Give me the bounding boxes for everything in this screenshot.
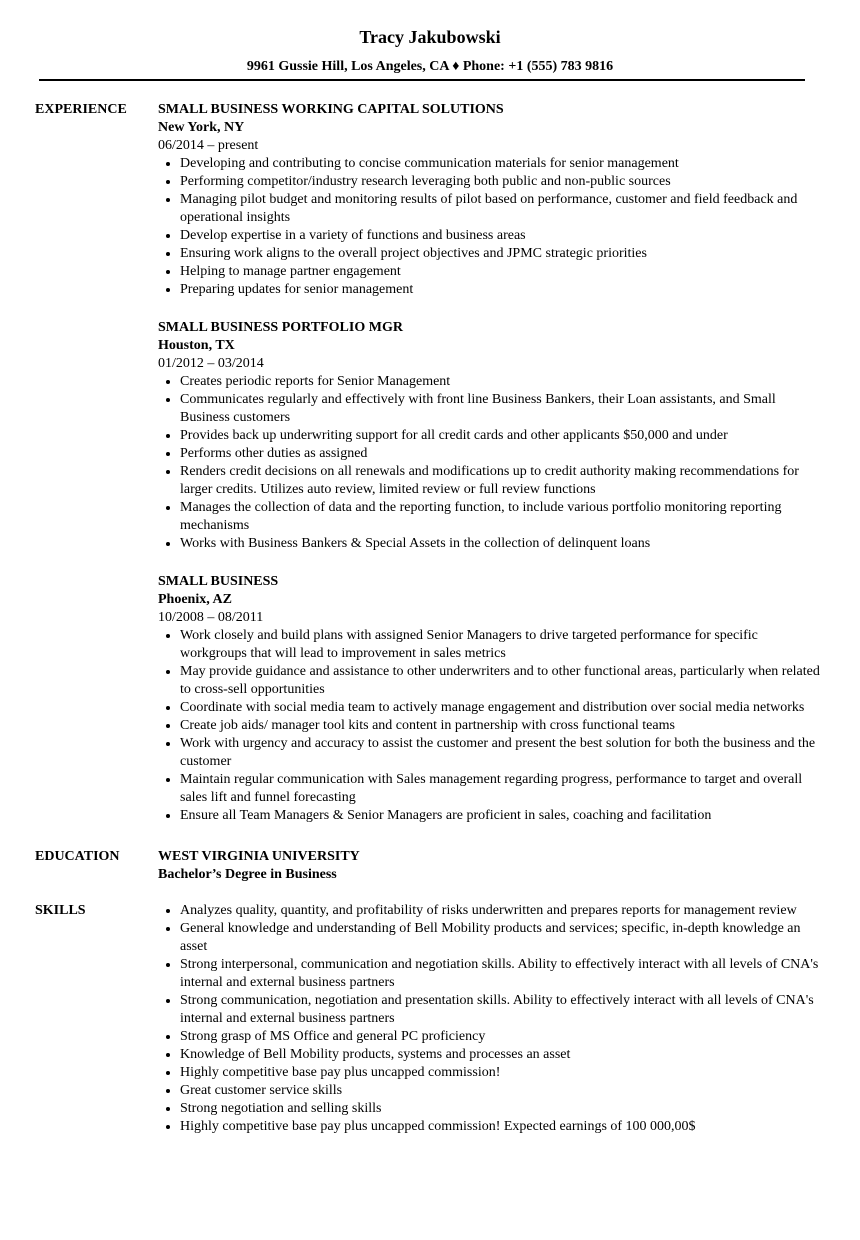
job-bullet: • Renders credit decisions on all renewals and modifications up to credit authority making recommendations for larger credits. Utilizes auto review, limited review or full review functions xyxy=(180,463,820,499)
job-bullet: • Manages the collection of data and the reporting function, to include various portfolio monitoring reporting mechanisms xyxy=(180,499,820,535)
job-location: Phoenix, AZ xyxy=(158,592,232,607)
contact-line: 9961 Gussie Hill, Los Angeles, CA ♦ Phone: +1 (555) 783 9816 xyxy=(246,59,614,74)
job-bullet: • Helping to manage partner engagement xyxy=(180,263,820,281)
job-bullet: • Creates periodic reports for Senior Management xyxy=(180,373,820,391)
job-bullet: • Performs other duties as assigned xyxy=(180,445,820,463)
job-bullets xyxy=(158,155,820,299)
job-bullet: • Communicates regularly and effectively with front line Business Bankers, their Loan assistants, and Small Business customers xyxy=(180,391,820,427)
job-dates: 06/2014 – present xyxy=(158,138,259,153)
education-heading: EDUCATION xyxy=(35,849,120,864)
skills-section xyxy=(0,902,820,1136)
job-bullet: • Preparing updates for senior management xyxy=(180,281,820,299)
skill-item: • Analyzes quality, quantity, and profitability of risks underwritten and prepares reports for management review xyxy=(180,902,820,920)
school-name: WEST VIRGINIA UNIVERSITY xyxy=(158,849,360,864)
job-bullet: • Developing and contributing to concise communication materials for senior management xyxy=(180,155,820,173)
job-bullet: • Coordinate with social media team to actively manage engagement and distribution over social media networks xyxy=(180,699,820,717)
job-bullet: • Maintain regular communication with Sales management regarding progress, performance to target and overall sales lift and funnel forecasting xyxy=(180,771,820,807)
job-title: SMALL BUSINESS xyxy=(158,574,279,589)
experience-heading: EXPERIENCE xyxy=(35,102,127,117)
candidate-name: Tracy Jakubowski xyxy=(359,27,501,47)
job-bullet: • Work with urgency and accuracy to assist the customer and present the best solution for both the business and the customer xyxy=(180,735,820,771)
job-bullet: • Provides back up underwriting support for all credit cards and other applicants $50,000 and under xyxy=(180,427,820,445)
skill-item: • Strong interpersonal, communication and negotiation skills. Ability to effectively interact with all levels of CNA's internal and external business partners xyxy=(180,956,820,992)
job-location: New York, NY xyxy=(158,120,245,135)
skill-item: • Strong communication, negotiation and presentation skills. Ability to effectively interact with all levels of CNA's internal and external business partners xyxy=(180,992,820,1028)
header-divider xyxy=(39,79,805,81)
job-bullet: • Ensuring work aligns to the overall project objectives and JPMC strategic priorities xyxy=(180,245,820,263)
job-entry xyxy=(158,573,820,825)
job-location: Houston, TX xyxy=(158,338,235,353)
resume-header xyxy=(0,0,860,76)
skill-item: • Knowledge of Bell Mobility products, systems and processes an asset xyxy=(180,1046,820,1064)
skills-heading: SKILLS xyxy=(35,903,86,918)
skill-item: • Strong grasp of MS Office and general PC proficiency xyxy=(180,1028,820,1046)
degree: Bachelor’s Degree in Business xyxy=(158,867,337,882)
job-entry xyxy=(158,319,820,553)
job-bullet: • May provide guidance and assistance to other underwriters and to other functional areas, particularly when related to cross-sell opportunities xyxy=(180,663,820,699)
skill-item: • General knowledge and understanding of Bell Mobility products and services; specific, in-depth knowledge an asset xyxy=(180,920,820,956)
job-bullet: • Managing pilot budget and monitoring results of pilot based on performance, customer and field feedback and operational insights xyxy=(180,191,820,227)
skill-item: • Great customer service skills xyxy=(180,1082,820,1100)
job-title: SMALL BUSINESS PORTFOLIO MGR xyxy=(158,320,403,335)
job-dates: 10/2008 – 08/2011 xyxy=(158,610,264,625)
job-bullet: • Performing competitor/industry research leveraging both public and non-public sources xyxy=(180,173,820,191)
job-bullet: • Develop expertise in a variety of functions and business areas xyxy=(180,227,820,245)
job-dates: 01/2012 – 03/2014 xyxy=(158,356,264,371)
job-bullets xyxy=(158,627,820,825)
education-section xyxy=(0,848,820,884)
skill-item: • Highly competitive base pay plus uncapped commission! xyxy=(180,1064,820,1082)
job-bullet: • Create job aids/ manager tool kits and content in partnership with cross functional teams xyxy=(180,717,820,735)
skill-item: • Highly competitive base pay plus uncapped commission! Expected earnings of 100 000,00$ xyxy=(180,1118,820,1136)
job-bullet: • Work closely and build plans with assigned Senior Managers to drive targeted performance for specific workgroups that will lead to improvement in sales metrics xyxy=(180,627,820,663)
job-bullet: • Ensure all Team Managers & Senior Managers are proficient in sales, coaching and facilitation xyxy=(180,807,820,825)
job-bullets xyxy=(158,373,820,553)
skill-item: • Strong negotiation and selling skills xyxy=(180,1100,820,1118)
experience-section xyxy=(0,101,820,825)
job-entry xyxy=(158,101,820,299)
job-title: SMALL BUSINESS WORKING CAPITAL SOLUTIONS xyxy=(158,102,504,117)
skills-list xyxy=(158,902,820,1136)
job-bullet: • Works with Business Bankers & Special Assets in the collection of delinquent loans xyxy=(180,535,820,553)
